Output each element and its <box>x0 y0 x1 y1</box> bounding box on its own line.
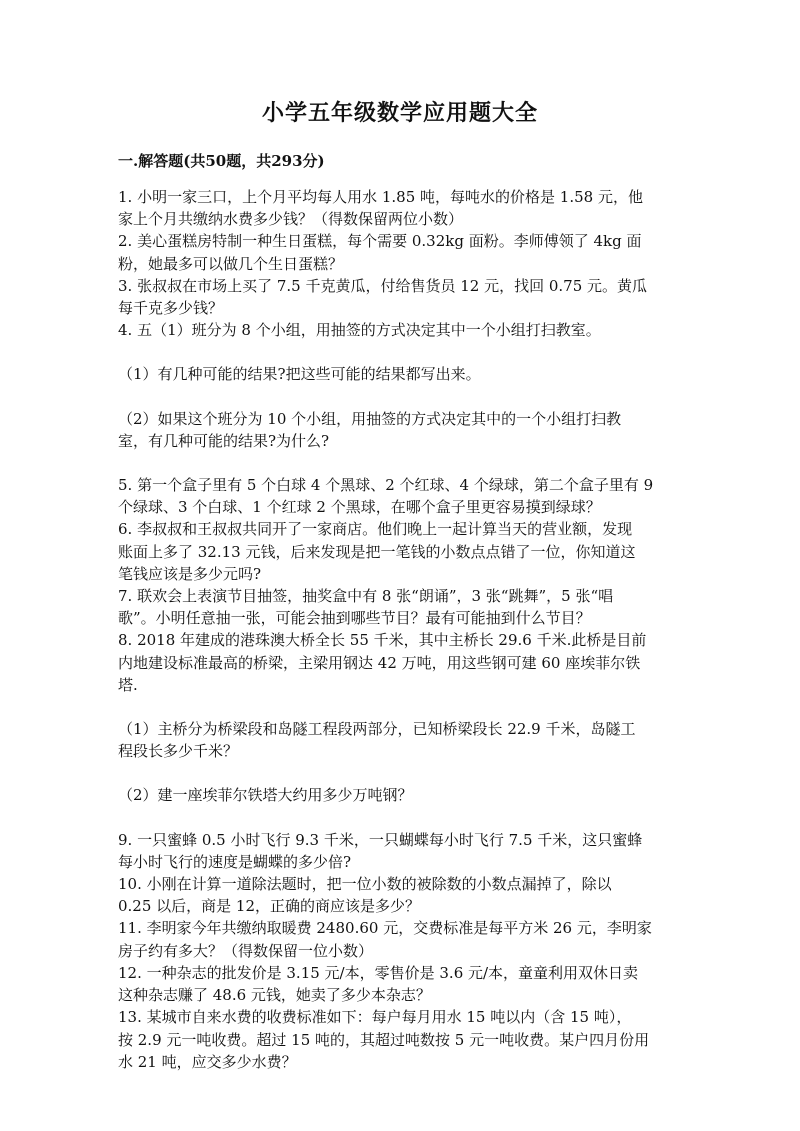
question-item <box>118 230 684 274</box>
question-line: 账面上多了 32.13 元钱，后来发现是把一笔钱的小数点点错了一位，你知道这 <box>118 542 636 561</box>
question-line: 每千克多少钱？ <box>118 299 224 318</box>
question-line: 5. 第一个盒子里有 5 个白球 4 个黑球、2 个红球、4 个绿球，第二个盒子里有 9 <box>118 476 654 495</box>
question-line: 9. 一只蜜蜂 0.5 小时飞行 9.3 千米，一只蝴蝶每小时飞行 7.5 千米，这只蜜蜂 <box>118 830 643 849</box>
question-line: 13. 某城市自来水费的收费标准如下：每户每月用水 15 吨以内（含 15 吨）， <box>118 1008 632 1027</box>
question-item <box>118 275 684 319</box>
section-heading: 一.解答题(共50题，共293分) <box>118 152 325 170</box>
question-item <box>118 585 684 629</box>
question-item <box>118 1006 684 1073</box>
paragraph-gap <box>118 341 684 363</box>
page-title: 小学五年级数学应用题大全 <box>261 100 538 126</box>
question-line: 塔. <box>118 675 138 694</box>
question-line: 歌”。小明任意抽一张，可能会抽到哪些节目？最有可能抽到什么节目？ <box>118 609 591 628</box>
question-line: 2. 美心蛋糕房特制一种生日蛋糕，每个需要 0.32kg 面粉。李师傅领了 4kg 面 <box>118 232 642 251</box>
question-line: 水 21 吨，应交多少水费？ <box>118 1052 297 1071</box>
question-line: 家上个月共缴纳水费多少钱？（得数保留两位小数） <box>118 210 464 229</box>
question-line: 4. 五（1）班分为 8 个小组，用抽签的方式决定其中一个小组打扫教室。 <box>118 321 601 340</box>
question-line: 内地建设标准最高的桥梁，主梁用钢达 42 万吨，用这些钢可建 60 座埃菲尔铁 <box>118 653 641 672</box>
question-line: 8. 2018 年建成的港珠澳大桥全长 55 千米，其中主桥长 29.6 千米.此桥是目前 <box>118 631 647 650</box>
question-line: （2）建一座埃菲尔铁塔大约用多少万吨钢？ <box>118 786 413 805</box>
question-line: 程段长多少千米？ <box>118 742 239 761</box>
paragraph-gap <box>118 452 684 474</box>
question-item <box>118 186 684 230</box>
question-line: 室，有几种可能的结果?为什么? <box>118 431 330 450</box>
question-item <box>118 829 684 873</box>
question-item <box>118 784 684 806</box>
question-line: 7. 联欢会上表演节目抽签，抽奖盒中有 8 张“朗诵”，3 张“跳舞”，5 张“唱 <box>118 587 614 606</box>
question-item <box>118 518 684 585</box>
question-line: 12. 一种杂志的批发价是 3.15 元/本，零售价是 3.6 元/本，童童利用双休日卖 <box>118 963 639 982</box>
question-item <box>118 917 684 961</box>
question-item <box>118 363 684 385</box>
question-line: 按 2.9 元一吨收费。超过 15 吨的，其超过吨数按 5 元一吨收费。某户四月份用 <box>118 1030 650 1049</box>
paragraph-gap <box>118 386 684 408</box>
question-line: 1. 小明一家三口，上个月平均每人用水 1.85 吨，每吨水的价格是 1.58 元，他 <box>118 188 643 206</box>
question-line: 0.25 以后，商是 12，正确的商应该是多少？ <box>118 897 421 916</box>
question-line: （2）如果这个班分为 10 个小组，用抽签的方式决定其中的一个小组打扫教 <box>118 409 622 428</box>
question-line: 3. 张叔叔在市场上买了 7.5 千克黄瓜，付给售货员 12 元，找回 0.75 元。黄瓜 <box>118 276 648 295</box>
question-line: 这种杂志赚了 48.6 元钱，她卖了多少本杂志？ <box>118 986 431 1005</box>
question-line: （1）主桥分为桥梁段和岛隧工程段两部分，已知桥梁段长 22.9 千米，岛隧工 <box>118 720 636 739</box>
question-line: 房子约有多大？（得数保留一位小数） <box>118 941 374 960</box>
question-item <box>118 629 684 696</box>
question-line: 6. 李叔叔和王叔叔共同开了一家商店。他们晚上一起计算当天的营业额，发现 <box>118 520 633 539</box>
paragraph-gap <box>118 807 684 829</box>
question-line: 个绿球、3 个白球、1 个红球 2 个黑球，在哪个盒子里更容易摸到绿球？ <box>118 498 601 517</box>
question-line: （1）有几种可能的结果?把这些可能的结果都写出来。 <box>118 365 481 384</box>
question-item <box>118 408 684 452</box>
question-line: 粉，她最多可以做几个生日蛋糕？ <box>118 254 344 273</box>
question-line: 笔钱应该是多少元吗? <box>118 564 262 583</box>
question-line: 11. 李明家今年共缴纳取暖费 2480.60 元，交费标准是每平方米 26 元，李明家 <box>118 919 652 938</box>
question-line: 10. 小刚在计算一道除法题时，把一位小数的被除数的小数点漏掉了，除以 <box>118 875 612 894</box>
question-item <box>118 474 684 518</box>
paragraph-gap <box>118 762 684 784</box>
questions-list <box>118 186 684 1073</box>
question-line: 每小时飞行的速度是蝴蝶的多少倍? <box>118 852 352 871</box>
question-item <box>118 962 684 1006</box>
question-item <box>118 319 684 341</box>
paragraph-gap <box>118 696 684 718</box>
question-item <box>118 873 684 917</box>
question-item <box>118 718 684 762</box>
